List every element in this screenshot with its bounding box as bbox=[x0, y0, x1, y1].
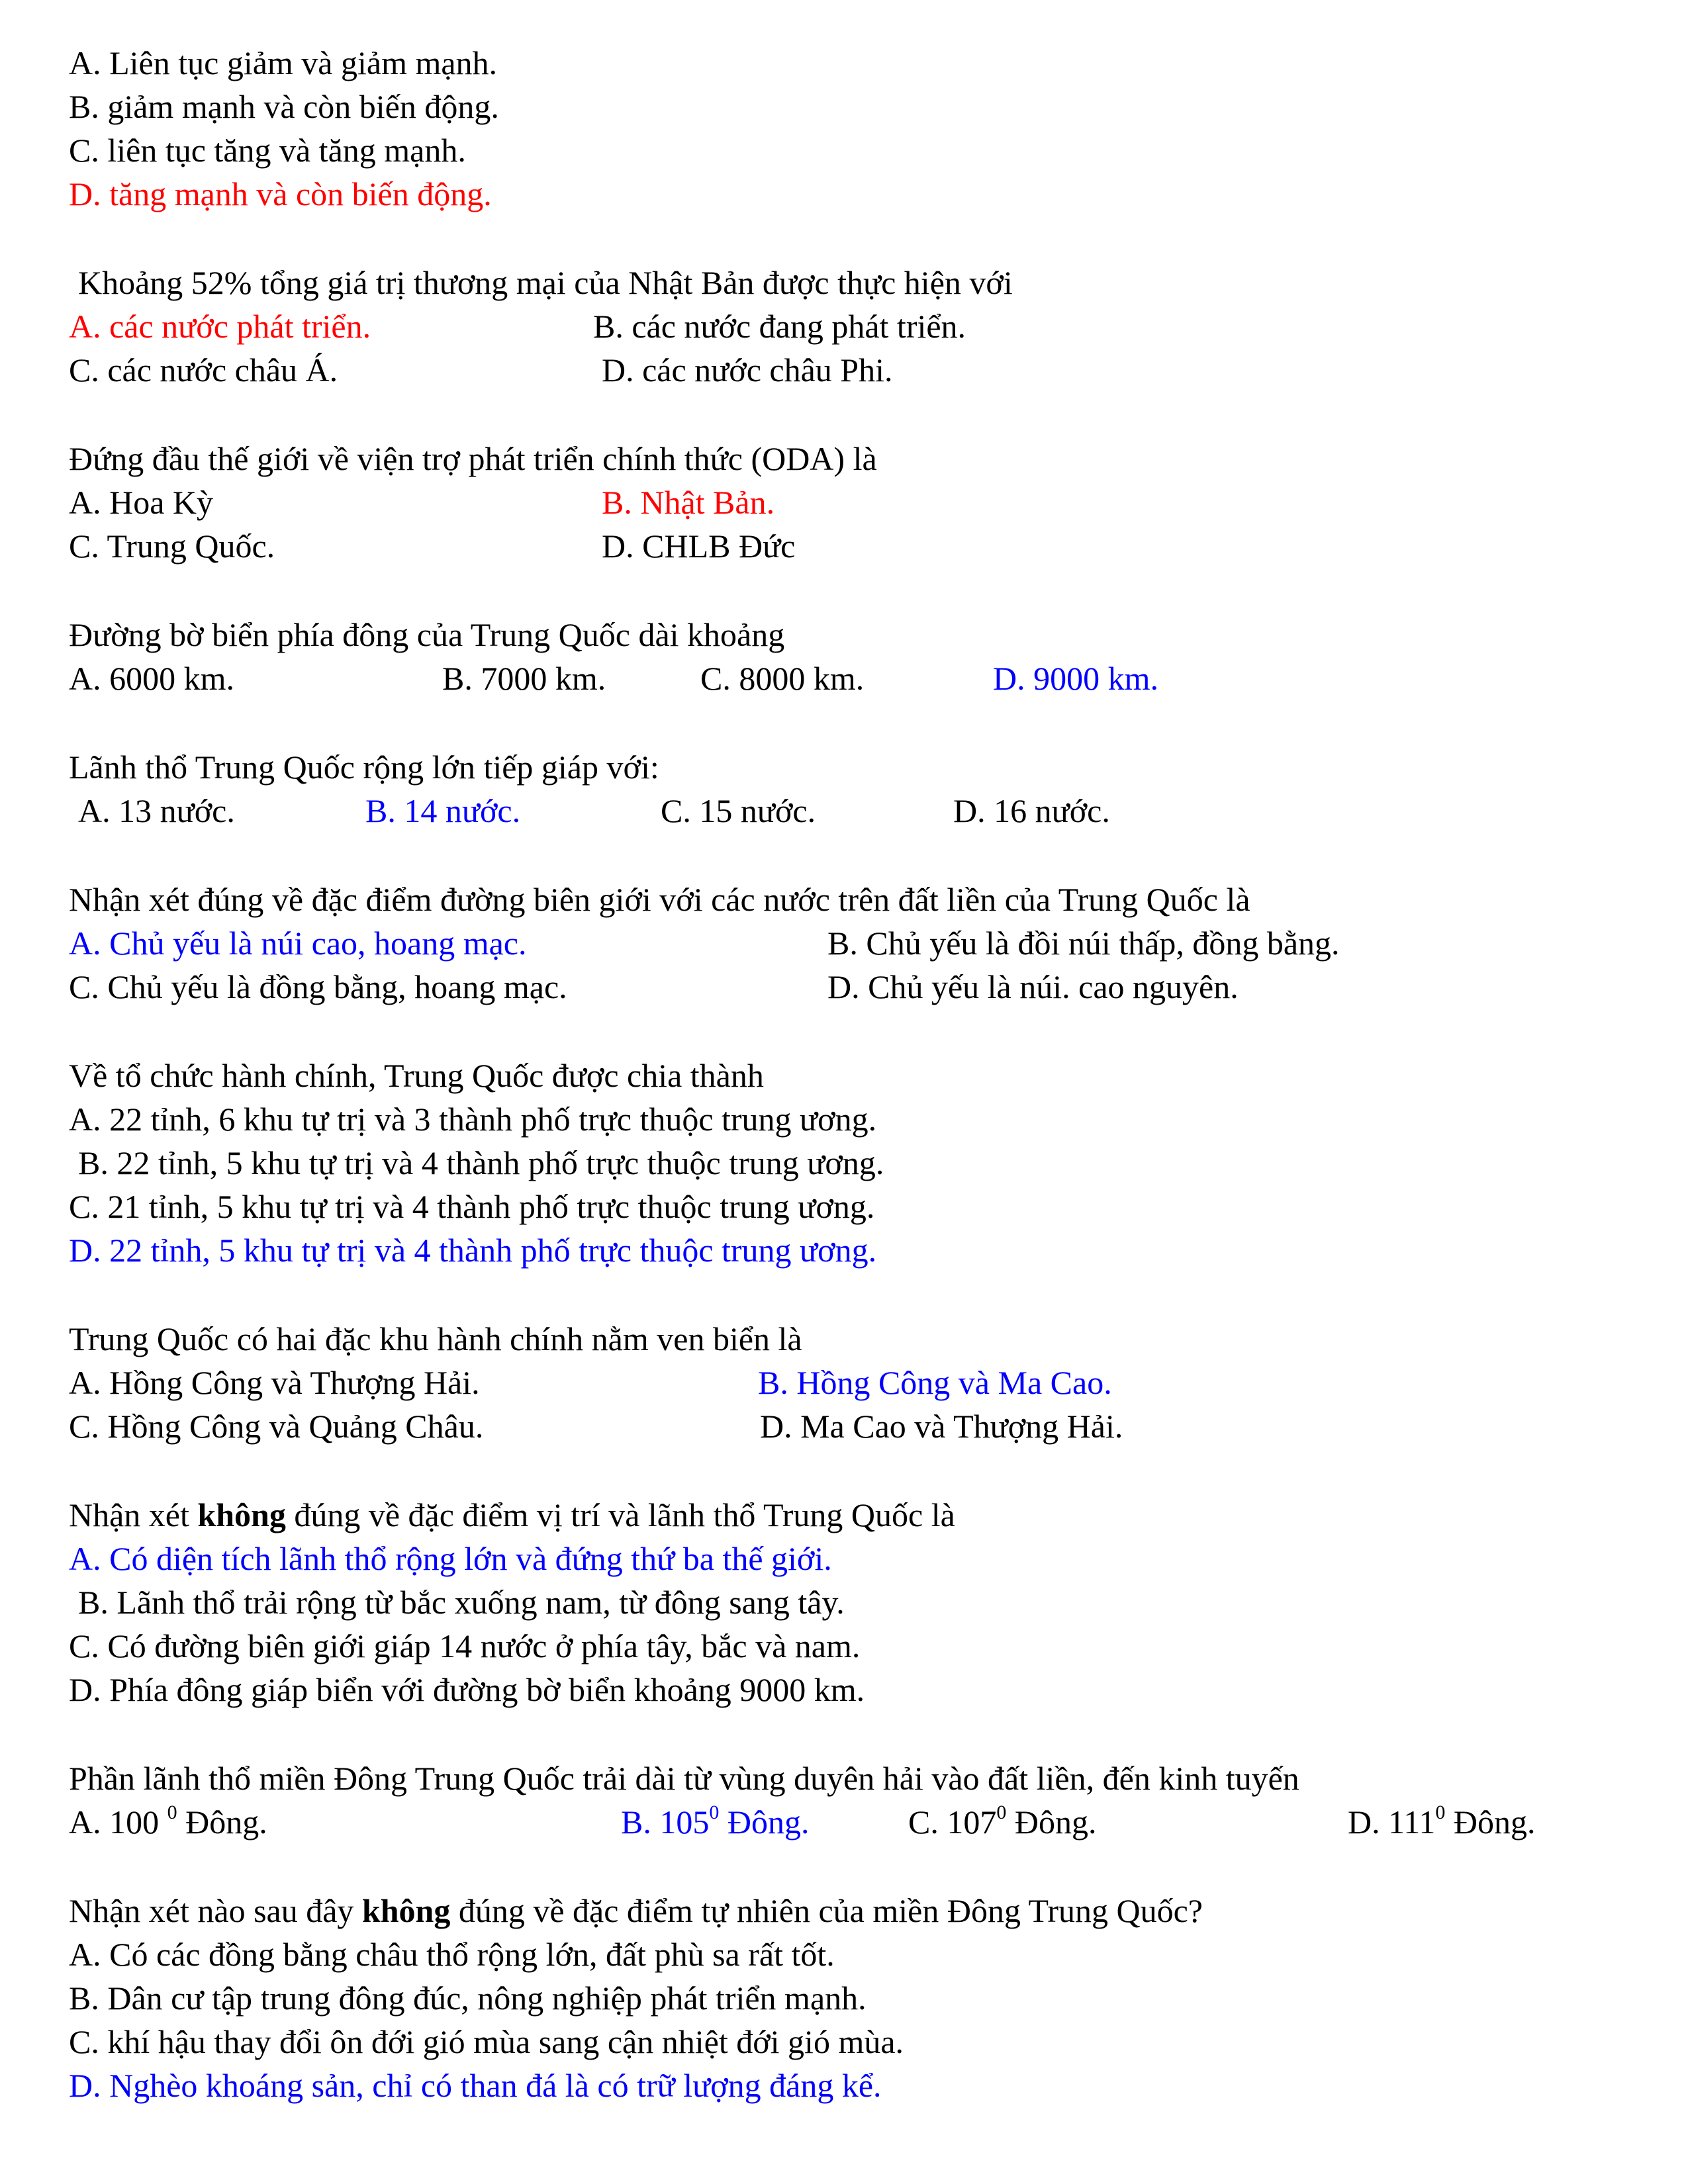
q-neighbors-option-b-answer: B. 14 nước. bbox=[365, 792, 521, 829]
q-east-stem-emphasis: không bbox=[361, 1892, 451, 1929]
q-trade-option-c: C. các nước châu Á. bbox=[69, 351, 338, 388]
q-trade-option-a-answer: A. các nước phát triển. bbox=[69, 308, 371, 345]
q-trade-stem: Khoảng 52% tổng giá trị thương mại của Nhật Bản được thực hiện với bbox=[78, 264, 1013, 301]
q-meridian-option-d-degree: 0 bbox=[1435, 1801, 1446, 1823]
q-coast-option-c: C. 8000 km. bbox=[700, 660, 865, 697]
q-sar-stem: Trung Quốc có hai đặc khu hành chính nằm ven biển là bbox=[69, 1320, 802, 1357]
q-east-option-d-answer: D. Nghèo khoáng sản, chỉ có than đá là có trữ lượng đáng kể. bbox=[69, 2067, 882, 2104]
q-trade-option-d: D. các nước châu Phi. bbox=[602, 351, 893, 388]
q-admin-stem: Về tổ chức hành chính, Trung Quốc được chia thành bbox=[69, 1057, 764, 1094]
q-admin-option-a: A. 22 tỉnh, 6 khu tự trị và 3 thành phố trực thuộc trung ương. bbox=[69, 1101, 877, 1138]
q-meridian-option-b-value: B. 105 bbox=[621, 1803, 710, 1841]
q-meridian-stem: Phần lãnh thổ miền Đông Trung Quốc trải dài từ vùng duyên hải vào đất liền, đến kinh tuyến bbox=[69, 1760, 1299, 1797]
q-east-stem-pre: Nhận xét nào sau đây bbox=[69, 1892, 362, 1929]
q-border-option-d: D. Chủ yếu là núi. cao nguyên. bbox=[827, 968, 1239, 1005]
q-territory-option-c: C. Có đường biên giới giáp 14 nước ở phía tây, bắc và nam. bbox=[69, 1627, 861, 1664]
q-coast-option-a: A. 6000 km. bbox=[69, 660, 234, 697]
q-oda-option-b-answer: B. Nhật Bản. bbox=[602, 484, 775, 521]
q-border-option-a-answer: A. Chủ yếu là núi cao, hoang mạc. bbox=[69, 925, 527, 962]
q-territory-stem bbox=[69, 1498, 955, 1531]
q-admin-option-c: C. 21 tỉnh, 5 khu tự trị và 4 thành phố trực thuộc trung ương. bbox=[69, 1188, 875, 1225]
q-neighbors-option-c: C. 15 nước. bbox=[661, 792, 816, 829]
q-sar-option-a: A. Hồng Công và Thượng Hải. bbox=[69, 1364, 480, 1401]
q-east-option-c: C. khí hậu thay đổi ôn đới gió mùa sang cận nhiệt đới gió mùa. bbox=[69, 2023, 904, 2060]
q-sar-option-b-answer: B. Hồng Công và Ma Cao. bbox=[758, 1364, 1112, 1401]
q-prev-option-a: A. Liên tục giảm và giảm mạnh. bbox=[69, 44, 498, 81]
q-prev-option-c: C. liên tục tăng và tăng mạnh. bbox=[69, 132, 466, 169]
q-neighbors-option-d: D. 16 nước. bbox=[953, 792, 1110, 829]
q-oda-stem: Đứng đầu thế giới về viện trợ phát triển chính thức (ODA) là bbox=[69, 440, 877, 477]
q-meridian-option-b-answer bbox=[621, 1801, 810, 1841]
q-coast-option-d-answer: D. 9000 km. bbox=[993, 660, 1158, 697]
q-meridian-option-d-value: D. 111 bbox=[1348, 1803, 1436, 1841]
q-territory-option-a-answer: A. Có diện tích lãnh thổ rộng lớn và đứng thứ ba thế giới. bbox=[69, 1540, 832, 1577]
q-coast-option-b: B. 7000 km. bbox=[442, 660, 606, 697]
q-territory-stem-post: đúng về đặc điểm vị trí và lãnh thổ Trung Quốc là bbox=[285, 1496, 955, 1533]
q-border-stem: Nhận xét đúng về đặc điểm đường biên giới với các nước trên đất liền của Trung Quốc là bbox=[69, 881, 1250, 918]
q-coast-stem: Đường bờ biển phía đông của Trung Quốc dài khoảng bbox=[69, 616, 785, 653]
q-oda-option-d: D. CHLB Đức bbox=[602, 527, 796, 565]
q-meridian-option-c-value: C. 107 bbox=[908, 1803, 997, 1841]
q-admin-option-b: B. 22 tỉnh, 5 khu tự trị và 4 thành phố trực thuộc trung ương. bbox=[78, 1144, 884, 1181]
q-east-option-a: A. Có các đồng bằng châu thổ rộng lớn, đất phù sa rất tốt. bbox=[69, 1936, 835, 1973]
q-trade-option-b: B. các nước đang phát triển. bbox=[593, 308, 966, 345]
q-meridian-option-b-direction: Đông. bbox=[727, 1803, 810, 1841]
q-territory-stem-pre: Nhận xét bbox=[69, 1496, 198, 1533]
q-east-stem-post: đúng về đặc điểm tự nhiên của miền Đông Trung Quốc? bbox=[450, 1892, 1203, 1929]
q-meridian-option-a bbox=[69, 1801, 267, 1841]
q-meridian-option-a-value: A. 100 bbox=[69, 1803, 160, 1841]
q-territory-option-d: D. Phía đông giáp biển với đường bờ biển khoảng 9000 km. bbox=[69, 1671, 865, 1708]
q-prev-option-d-answer: D. tăng mạnh và còn biến động. bbox=[69, 175, 492, 212]
q-meridian-option-b-degree: 0 bbox=[709, 1801, 720, 1823]
q-border-option-c: C. Chủ yếu là đồng bằng, hoang mạc. bbox=[69, 968, 567, 1005]
q-meridian-option-a-direction: Đông. bbox=[185, 1803, 267, 1841]
q-oda-option-a: A. Hoa Kỳ bbox=[69, 484, 214, 521]
q-sar-option-d: D. Ma Cao và Thượng Hải. bbox=[760, 1408, 1123, 1445]
q-meridian-option-c-direction: Đông. bbox=[1014, 1803, 1097, 1841]
q-meridian-option-a-degree: 0 bbox=[167, 1801, 177, 1823]
q-admin-option-d-answer: D. 22 tỉnh, 5 khu tự trị và 4 thành phố trực thuộc trung ương. bbox=[69, 1232, 877, 1269]
q-prev-option-b: B. giảm mạnh và còn biến động. bbox=[69, 88, 499, 125]
q-neighbors-stem: Lãnh thổ Trung Quốc rộng lớn tiếp giáp với: bbox=[69, 749, 659, 786]
q-meridian-option-c-degree: 0 bbox=[996, 1801, 1007, 1823]
q-oda-option-c: C. Trung Quốc. bbox=[69, 527, 275, 565]
q-east-stem bbox=[69, 1894, 1203, 1927]
q-meridian-option-d-direction: Đông. bbox=[1453, 1803, 1536, 1841]
q-border-option-b: B. Chủ yếu là đồi núi thấp, đồng bằng. bbox=[827, 925, 1340, 962]
q-sar-option-c: C. Hồng Công và Quảng Châu. bbox=[69, 1408, 484, 1445]
q-neighbors-option-a: A. 13 nước. bbox=[78, 792, 235, 829]
q-meridian-option-d bbox=[1348, 1801, 1536, 1841]
q-territory-stem-emphasis: không bbox=[197, 1496, 286, 1533]
q-east-option-b: B. Dân cư tập trung đông đúc, nông nghiệp phát triển mạnh. bbox=[69, 1979, 867, 2017]
q-meridian-option-c bbox=[908, 1801, 1097, 1841]
q-territory-option-b: B. Lãnh thổ trải rộng từ bắc xuống nam, từ đông sang tây. bbox=[78, 1584, 845, 1621]
